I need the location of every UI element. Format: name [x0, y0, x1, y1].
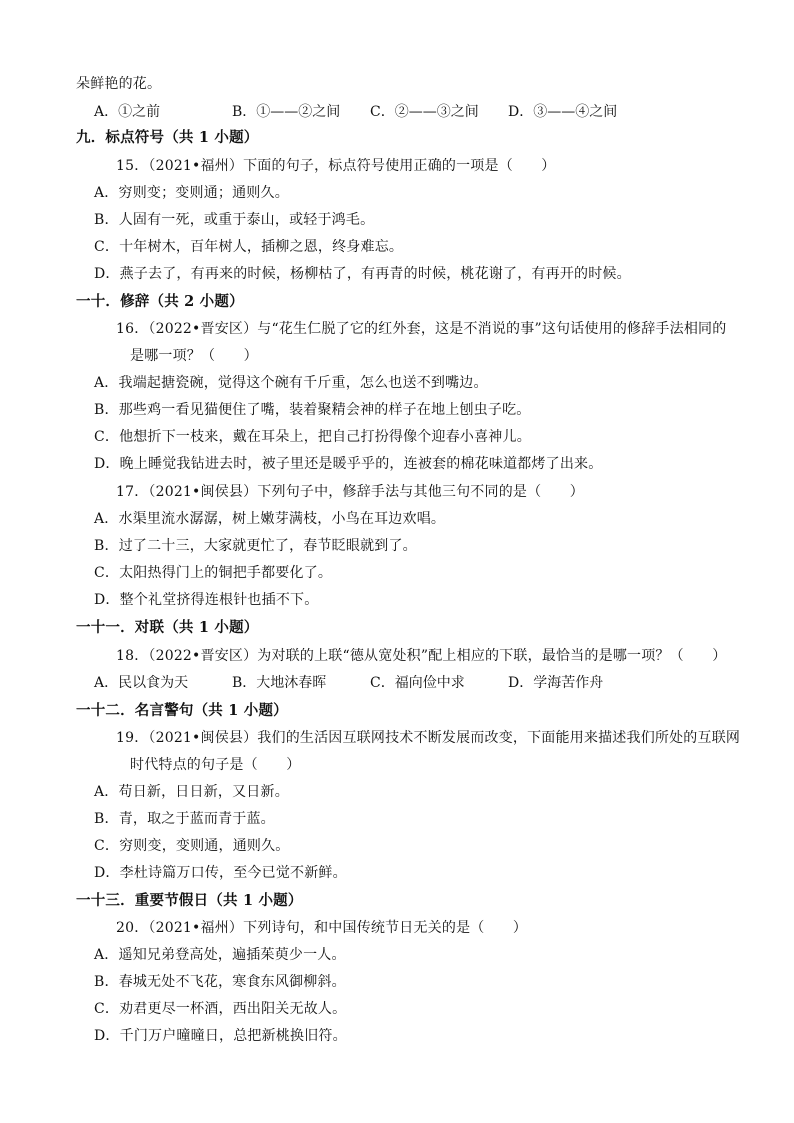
q14-option-d: D．③——④之间: [508, 104, 618, 120]
q17-stem: 17．（2021•闽侯县）下列句子中，修辞手法与其他三句不同的是（ ）: [116, 484, 584, 500]
q15-option-b: B．人固有一死，或重于泰山，或轻于鸿毛。: [94, 212, 375, 228]
q18-stem: 18．（2022•晋安区）为对联的上联“德从宽处积”配上相应的下联，最恰当的是哪一项？（ ）: [116, 648, 727, 664]
section-12-title: 一十二．名言警句（共 1 小题）: [76, 702, 288, 719]
q14-option-a: A．①之前: [94, 104, 161, 120]
q18-option-b: B．大地沐春晖: [232, 675, 327, 691]
q14-option-c: C．②——③之间: [370, 104, 479, 120]
q15-option-d: D．燕子去了，有再来的时候，杨柳枯了，有再青的时候，桃花谢了，有再开的时候。: [94, 266, 631, 282]
q15-option-c: C．十年树木，百年树人，插柳之恩，终身难忘。: [94, 239, 404, 255]
q19-stem-line2: 时代特点的句子是（ ）: [130, 757, 301, 773]
section-10-title: 一十．修辞（共 2 小题）: [76, 293, 244, 310]
q18-option-c: C．福向俭中求: [370, 675, 465, 691]
q20-option-c: C．劝君更尽一杯酒，西出阳关无故人。: [94, 1001, 347, 1017]
section-9-title: 九．标点符号（共 1 小题）: [76, 129, 259, 146]
section-11-title: 一十一．对联（共 1 小题）: [76, 619, 259, 636]
q18-options: [94, 673, 714, 693]
q16-option-d: D．晚上睡觉我钻进去时，被子里还是暖乎乎的，连被套的棉花味道都烤了出来。: [94, 456, 603, 472]
q14-continuation: 朵鲜艳的花。: [76, 76, 162, 92]
q17-option-d: D．整个礼堂挤得连根针也插不下。: [94, 592, 319, 608]
q17-option-a: A．水渠里流水潺潺，树上嫩芽满枝，小鸟在耳边欢唱。: [94, 511, 446, 527]
q19-option-d: D．李杜诗篇万口传，至今已觉不新鲜。: [94, 865, 347, 881]
q18-option-a: A．民以食为天: [94, 675, 189, 691]
q16-stem-line2: 是哪一项？（ ）: [130, 348, 258, 364]
q19-option-c: C．穷则变，变则通，通则久。: [94, 838, 290, 854]
q17-option-b: B．过了二十三，大家就更忙了，春节眨眼就到了。: [94, 538, 417, 554]
q15-option-a: A．穷则变；变则通；通则久。: [94, 185, 289, 201]
section-13-title: 一十三．重要节假日（共 1 小题）: [76, 892, 303, 909]
q16-option-c: C．他想折下一枝来，戴在耳朵上，把自己打扮得像个迎春小喜神儿。: [94, 429, 531, 445]
q15-stem: 15．（2021•福州）下面的句子，标点符号使用正确的一项是（ ）: [116, 158, 556, 174]
q19-option-b: B．青，取之于蓝而青于蓝。: [94, 811, 275, 827]
q20-option-b: B．春城无处不飞花，寒食东风御柳斜。: [94, 974, 346, 990]
q14-options: [94, 102, 714, 122]
q16-option-b: B．那些鸡一看见猫便住了嘴，装着聚精会神的样子在地上刨虫子吃。: [94, 402, 531, 418]
q16-option-a: A．我端起搪瓷碗，觉得这个碗有千斤重，怎么也送不到嘴边。: [94, 375, 488, 391]
q18-option-d: D．学海苦作舟: [508, 675, 604, 691]
q19-option-a: A．苟日新，日日新，又日新。: [94, 784, 289, 800]
q17-option-c: C．太阳热得门上的铜把手都要化了。: [94, 565, 333, 581]
q20-option-d: D．千门万户曈曈日，总把新桃换旧符。: [94, 1028, 347, 1044]
q20-option-a: A．遥知兄弟登高处，遍插茱萸少一人。: [94, 947, 346, 963]
q14-option-b: B．①——②之间: [232, 104, 341, 120]
q20-stem: 20．（2021•福州）下列诗句，和中国传统节日无关的是（ ）: [116, 920, 528, 936]
q19-stem-line1: 19．（2021•闽侯县）我们的生活因互联网技术不断发展而改变，下面能用来描述我们所处的互联网: [116, 730, 741, 746]
q16-stem-line1: 16．（2022•晋安区）与“花生仁脱了它的红外套，这是不消说的事”这句话使用的修辞手法相同的: [116, 321, 727, 337]
